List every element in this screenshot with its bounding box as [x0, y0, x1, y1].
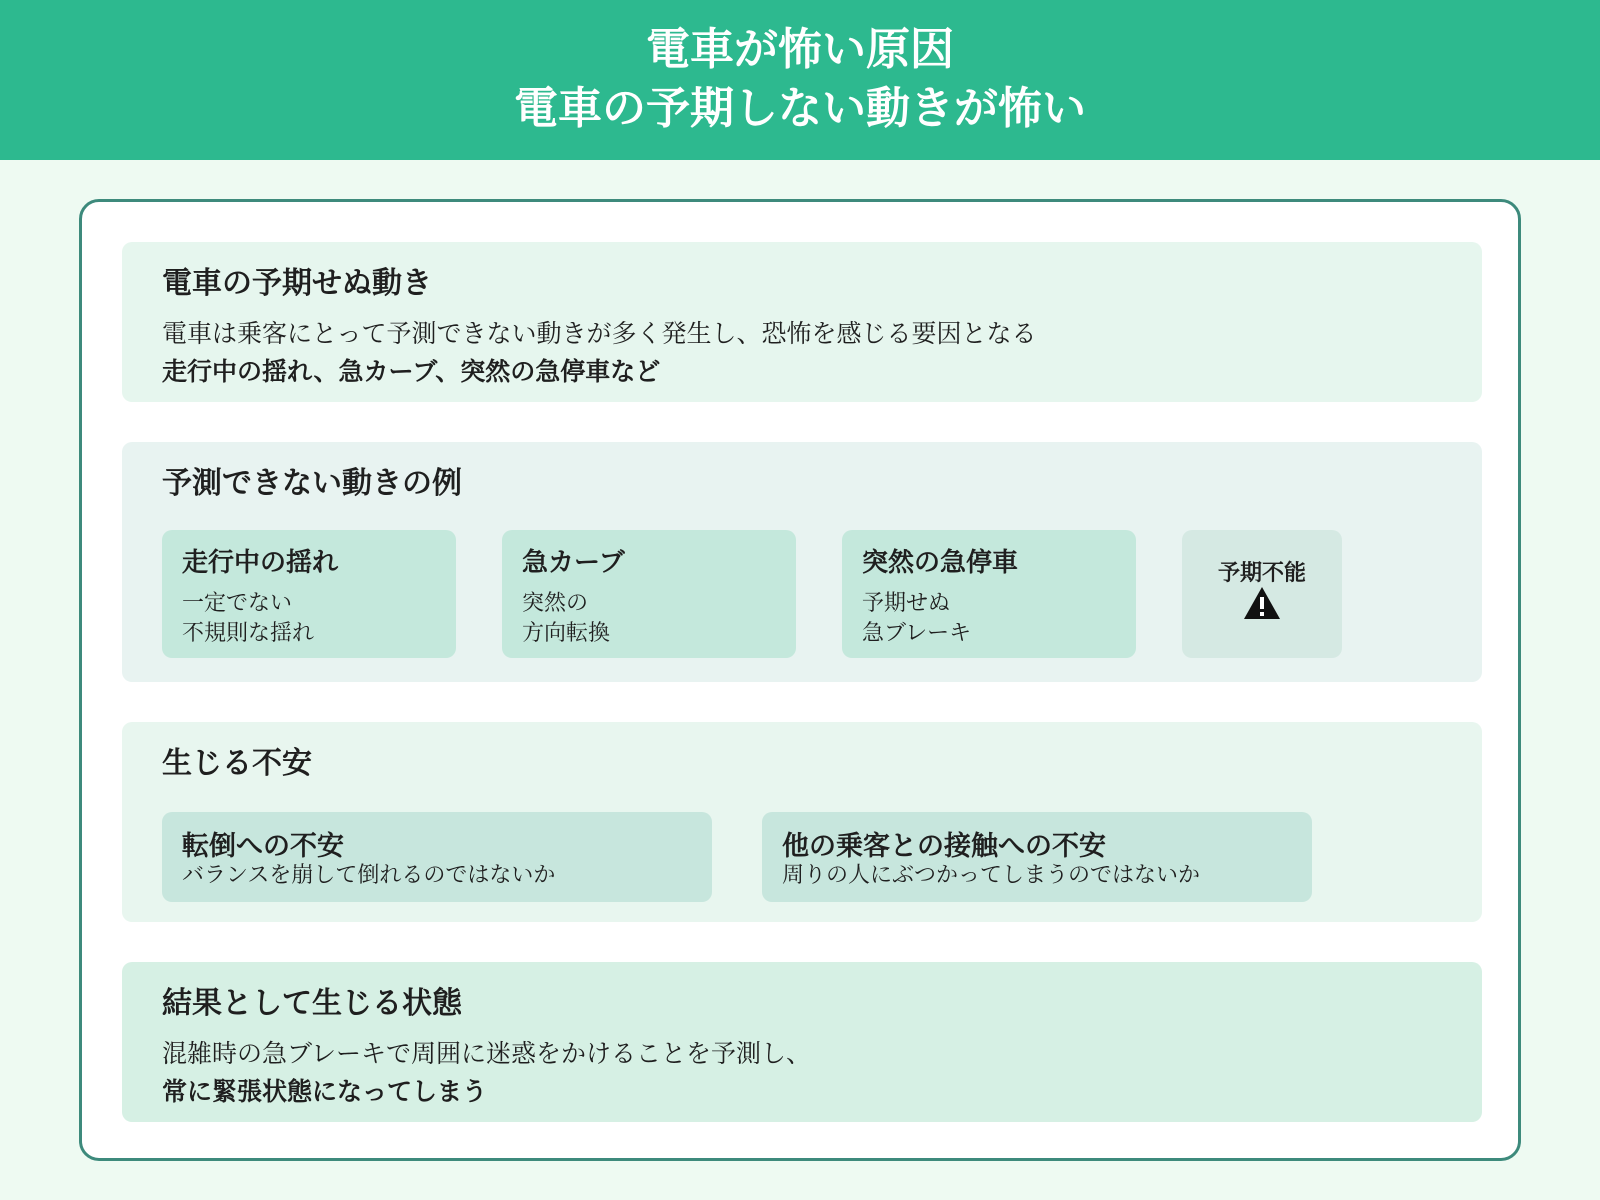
section-result — [122, 962, 1482, 1122]
header-title-line1: 電車が怖い原因 — [646, 24, 954, 75]
section-description: 電車は乗客にとって予測できない動きが多く発生し、恐怖を感じる要因となる — [162, 319, 1037, 348]
example-line1: 突然の — [522, 591, 589, 616]
section-title: 電車の予期せぬ動き — [162, 266, 432, 301]
section-highlight: 常に緊張状態になってしまう — [162, 1077, 488, 1106]
section-title: 結果として生じる状態 — [162, 986, 462, 1021]
anxiety-card-falling — [162, 812, 712, 902]
content-card — [79, 199, 1521, 1161]
header-banner — [0, 0, 1600, 160]
example-card-sway — [162, 530, 456, 658]
example-card-curve — [502, 530, 796, 658]
section-description: 混雑時の急ブレーキで周囲に迷惑をかけることを予測し、 — [162, 1039, 812, 1068]
anxiety-description: 周りの人にぶつかってしまうのではないか — [782, 863, 1201, 888]
section-examples — [122, 442, 1482, 682]
example-title: 突然の急停車 — [862, 548, 1019, 578]
example-title: 走行中の揺れ — [182, 548, 339, 578]
example-line2: 不規則な揺れ — [182, 621, 315, 646]
section-anxieties — [122, 722, 1482, 922]
warning-icon — [1243, 586, 1281, 620]
example-line2: 方向転換 — [522, 621, 611, 646]
example-line1: 一定でない — [182, 591, 293, 616]
example-line2: 急ブレーキ — [862, 621, 972, 646]
header-title-line2: 電車の予期しない動きが怖い — [514, 83, 1086, 134]
anxiety-description: バランスを崩して倒れるのではないか — [182, 863, 556, 888]
section-title: 予測できない動きの例 — [162, 466, 462, 501]
anxiety-title: 転倒への不安 — [182, 831, 344, 862]
section-title: 生じる不安 — [162, 746, 312, 781]
example-card-sudden-stop — [842, 530, 1136, 658]
anxiety-title: 他の乗客との接触への不安 — [782, 831, 1106, 862]
section-highlight: 走行中の揺れ、急カーブ、突然の急停車など — [162, 357, 661, 386]
example-title: 急カーブ — [522, 548, 625, 578]
section-unexpected-motion — [122, 242, 1482, 402]
badge-label: 予期不能 — [1217, 561, 1306, 586]
unpredictable-badge — [1182, 530, 1342, 658]
anxiety-card-contact — [762, 812, 1312, 902]
example-line1: 予期せぬ — [862, 591, 951, 616]
